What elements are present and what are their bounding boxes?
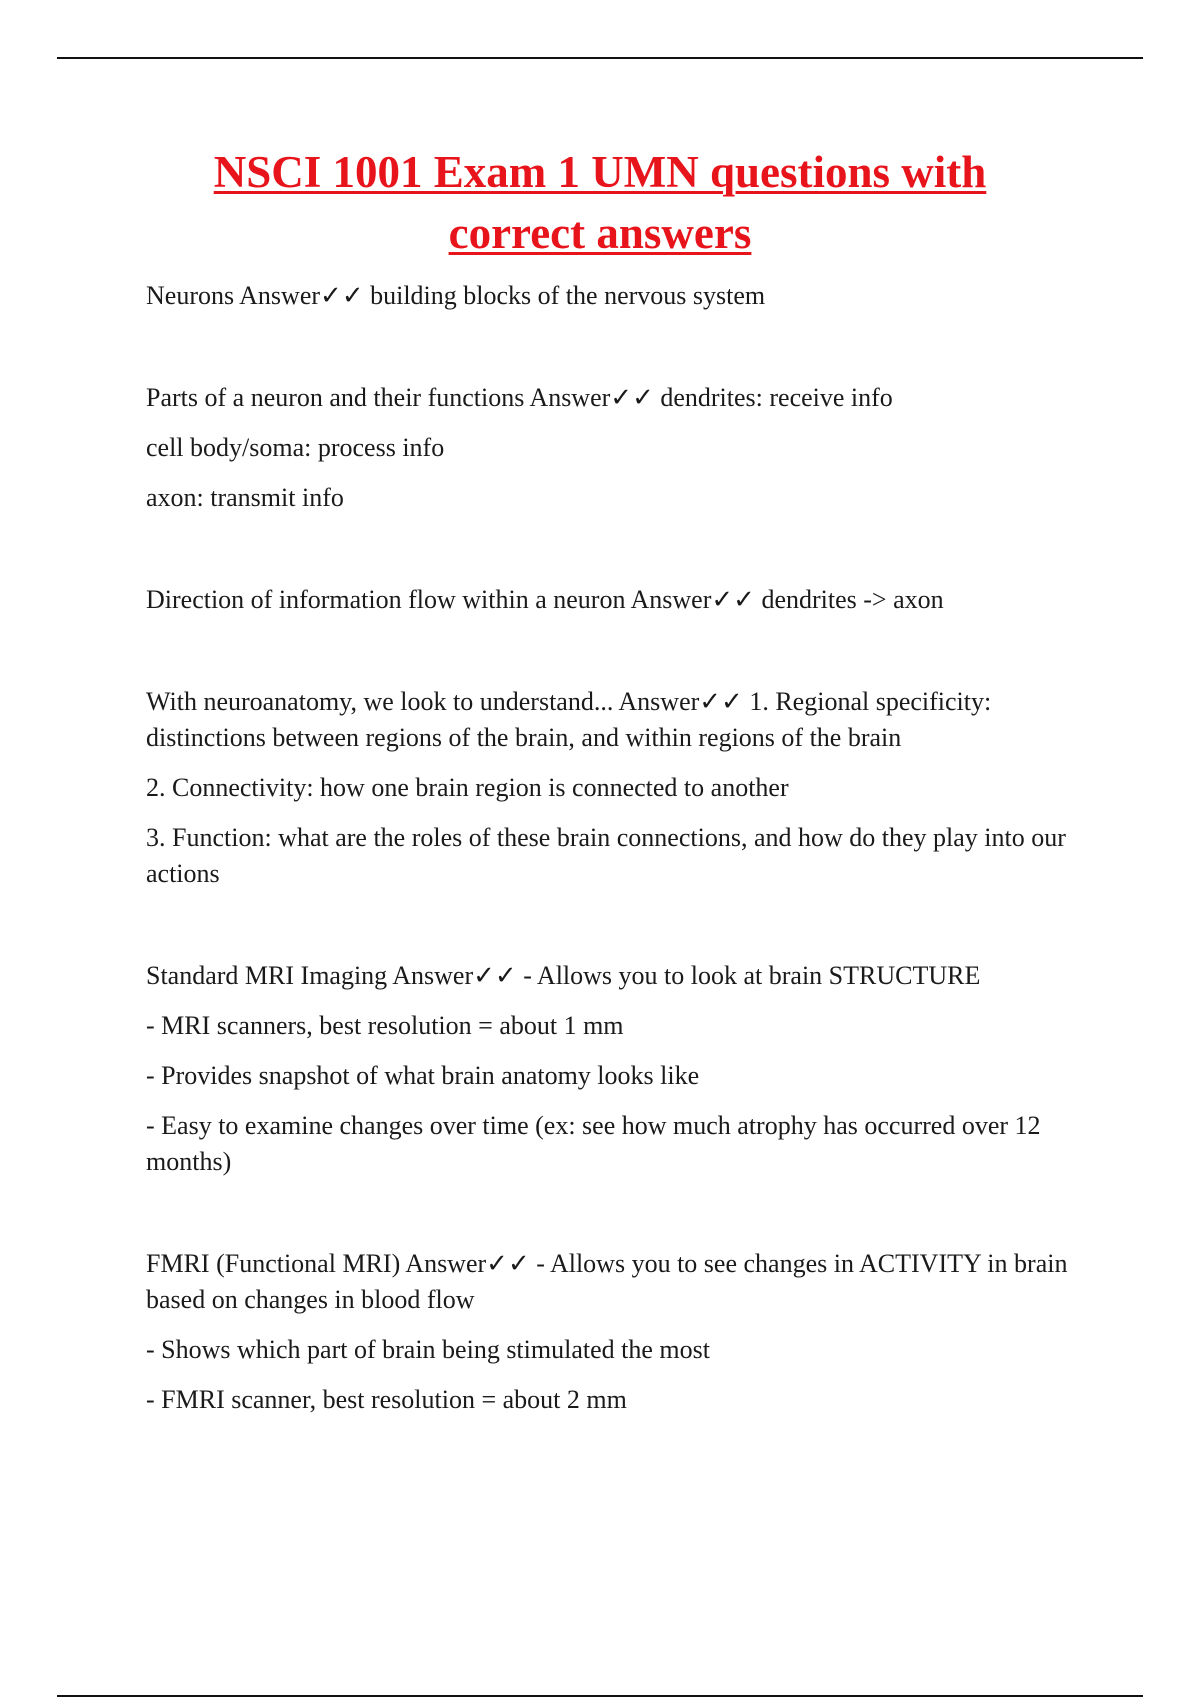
qa-line: - FMRI scanner, best resolution = about 2 mm <box>146 1385 627 1414</box>
qa-content <box>146 278 1106 1484</box>
footer-rule <box>57 1695 1143 1697</box>
qa-line: - Shows which part of brain being stimulated the most <box>146 1335 710 1364</box>
qa-line: Neurons Answer✓✓ building blocks of the nervous system <box>146 281 766 310</box>
qa-line: With neuroanatomy, we look to understand... Answer✓✓ 1. Regional specificity: distinctions between regions of the brain, and within regions of the brain <box>146 687 992 752</box>
qa-line: - MRI scanners, best resolution = about 1 mm <box>146 1011 624 1040</box>
qa-line: Standard MRI Imaging Answer✓✓ - Allows you to look at brain STRUCTURE <box>146 961 981 990</box>
page-title <box>100 142 1100 264</box>
qa-line: - Provides snapshot of what brain anatomy looks like <box>146 1061 700 1090</box>
qa-line: Parts of a neuron and their functions Answer✓✓ dendrites: receive info <box>146 383 893 412</box>
title-line-1: NSCI 1001 Exam 1 UMN questions with <box>213 147 987 197</box>
qa-entry-neuroanatomy <box>146 684 1106 892</box>
title-line-2: correct answers <box>448 208 752 258</box>
qa-line: 3. Function: what are the roles of these brain connections, and how do they play into our actions <box>146 823 1066 888</box>
qa-line: Direction of information flow within a neuron Answer✓✓ dendrites -> axon <box>146 585 944 614</box>
qa-entry-standard-mri <box>146 958 1106 1180</box>
qa-line: - Easy to examine changes over time (ex: see how much atrophy has occurred over 12 months) <box>146 1111 1041 1176</box>
qa-entry-information-flow <box>146 582 1106 618</box>
qa-entry-fmri <box>146 1246 1106 1418</box>
qa-entry-neurons <box>146 278 1106 314</box>
qa-line: axon: transmit info <box>146 483 344 512</box>
qa-line: 2. Connectivity: how one brain region is connected to another <box>146 773 789 802</box>
header-rule <box>57 57 1143 59</box>
qa-line: cell body/soma: process info <box>146 433 445 462</box>
qa-line: FMRI (Functional MRI) Answer✓✓ - Allows you to see changes in ACTIVITY in brain based on changes in blood flow <box>146 1249 1068 1314</box>
qa-entry-parts-of-neuron <box>146 380 1106 516</box>
